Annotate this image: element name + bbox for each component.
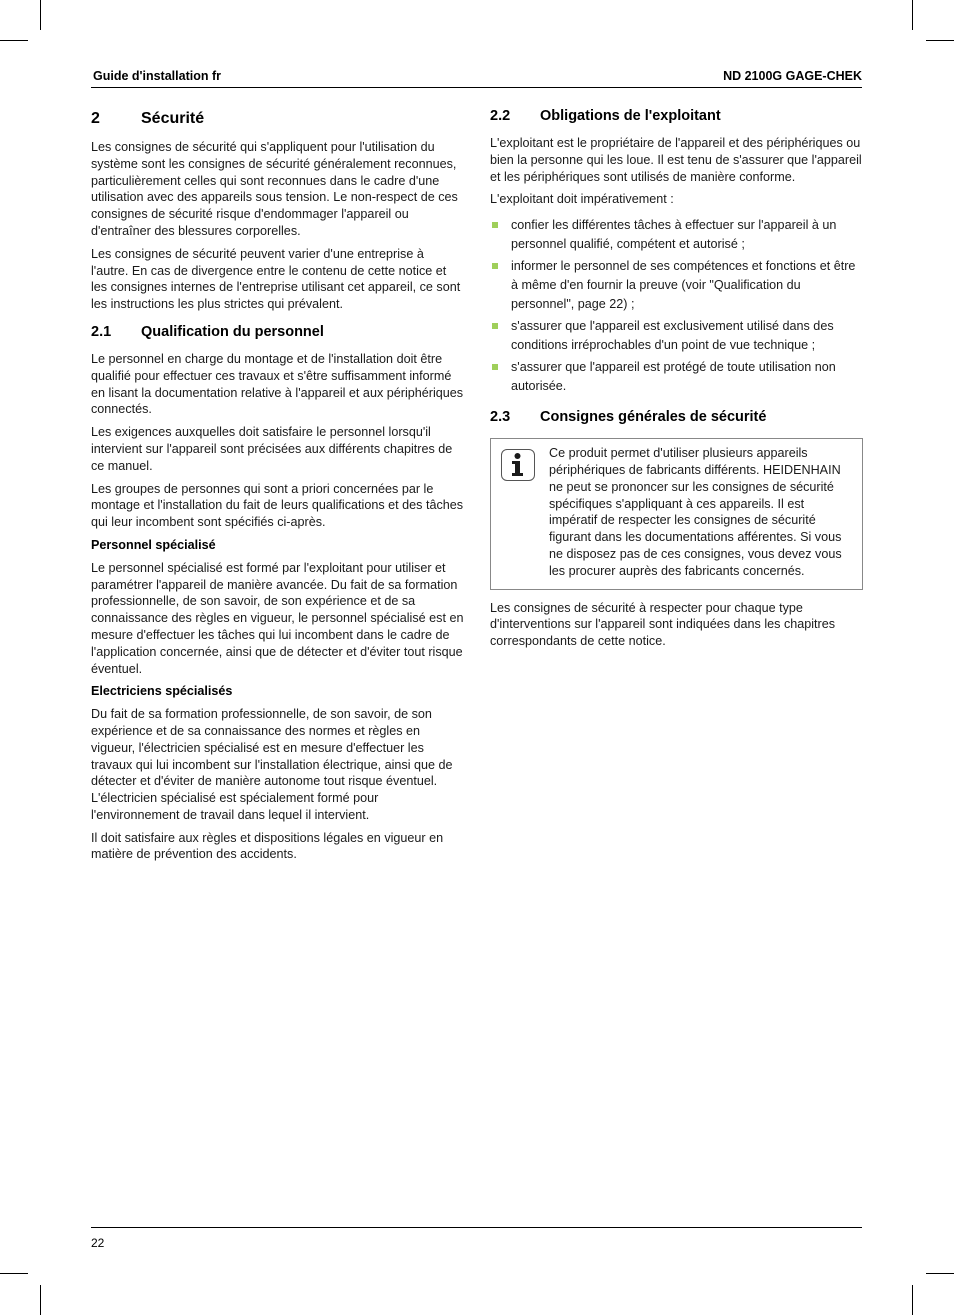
crop-mark bbox=[40, 0, 41, 30]
subsection-title: Consignes générales de sécurité bbox=[540, 409, 767, 426]
body-paragraph: Les consignes de sécurité à respecter pour chaque type d'interventions sur l'appareil sont indiquées dans les chapitres correspondants de cette notice. bbox=[490, 600, 836, 649]
page-header bbox=[91, 69, 862, 88]
body-paragraph: L'exploitant est le propriétaire de l'appareil et des périphériques ou bien la personne qui les loue. Il est tenu de s'assurer que l'appareil et les périphériques sont utilisés de manière conforme. bbox=[490, 136, 862, 184]
bullet-square-icon bbox=[492, 323, 498, 329]
subheading-electriciens: Electriciens spécialisés bbox=[91, 684, 233, 699]
note-text: Ce produit permet d'utiliser plusieurs appareils périphériques de fabricants différents. HEIDENHAIN ne peut se prononcer sur les consignes de sécurité spécifiques s'appliquant à ces appareils. Il est impératif de respecter les consignes de sécurité figurant dans les documentations afférentes. Si vous ne disposez pas de ces consignes, vous devez vous les procurer auprès des fabricants concernés. bbox=[549, 446, 842, 578]
subsection-number: 2.2 bbox=[490, 108, 511, 124]
body-paragraph: L'exploitant doit impérativement : bbox=[490, 192, 674, 207]
subsection-title: Qualification du personnel bbox=[141, 323, 324, 340]
bullet-square-icon bbox=[492, 222, 498, 228]
info-icon bbox=[501, 449, 535, 481]
right-column bbox=[490, 105, 863, 656]
subsection-title: Obligations de l'exploitant bbox=[540, 108, 721, 124]
footer-rule bbox=[91, 1227, 862, 1228]
subsection-number: 2.3 bbox=[490, 409, 511, 426]
crop-mark bbox=[40, 1285, 41, 1315]
subsection-number: 2.1 bbox=[91, 323, 112, 340]
crop-mark bbox=[0, 1273, 28, 1274]
info-note-box bbox=[490, 438, 863, 589]
body-paragraph: Les groupes de personnes qui sont a priori concernées par le montage et l'installation du fait de leurs qualifications et des tâches qui leur incombent sont spécifiés ci-après. bbox=[91, 481, 464, 530]
section-heading bbox=[91, 109, 464, 129]
body-paragraph: Le personnel en charge du montage et de l'installation doit être qualifié pour effectuer ces travaux et s'être suffisamment informé en lisant la documentation relative à l'appareil et aux périphériques connectés. bbox=[91, 351, 464, 417]
body-paragraph: Les exigences auxquelles doit satisfaire le personnel lorsqu'il intervient sur l'appareil sont précisées aux différents chapitres de ce manuel. bbox=[91, 425, 453, 473]
list-item: informer le personnel de ses compétences et fonctions et être à même d'en fournir la preuve (voir "Qualification du personnel", page 22) ; bbox=[490, 257, 863, 314]
bullet-square-icon bbox=[492, 263, 498, 269]
body-paragraph: Du fait de sa formation professionnelle, de son savoir, de son expérience et de sa connaissance des normes et règles en vigueur, l'électricien spécialisé est en mesure d'effectuer les travaux qui lui incombent sur l'installation électrique, ainsi que de détecter et d'éviter de manière autonome tout risque éventuel. L'électricien spécialisé est spécialement formé pour l'environnement de travail dans lequel il intervient. bbox=[91, 707, 453, 822]
crop-mark bbox=[912, 1285, 913, 1315]
subsection-heading-2-2 bbox=[490, 107, 863, 125]
list-item: s'assurer que l'appareil est exclusivement utilisé dans des conditions irréprochables d'un point de vue technique ; bbox=[490, 317, 863, 355]
body-paragraph: Il doit satisfaire aux règles et dispositions légales en vigueur en matière de prévention des accidents. bbox=[91, 830, 444, 862]
crop-mark bbox=[926, 40, 954, 41]
header-product-name: ND 2100G GAGE-CHEK bbox=[723, 69, 862, 83]
subheading-personnel: Personnel spécialisé bbox=[91, 537, 216, 552]
section-number: 2 bbox=[91, 110, 100, 127]
intro-paragraph: Les consignes de sécurité qui s'appliquent pour l'utilisation du système sont les consignes de sécurité généralement reconnues, particulièrement celles qui sont reconnues dans le cadre d'une utilisation avec des appareils sous tension. Le non-respect de ces consignes de sécurité risque d'endommager l'appareil ou d'entraîner des blessures corporelles. bbox=[91, 140, 458, 238]
list-item: confier les différentes tâches à effectuer sur l'appareil à un personnel qualifié, compétent et autorisé ; bbox=[490, 216, 863, 254]
left-column bbox=[91, 105, 464, 869]
intro-paragraph: Les consignes de sécurité peuvent varier d'une entreprise à l'autre. En cas de divergence entre le contenu de cette notice et les consignes internes de l'entreprise utilisant cet appareil, ce sont les instructions les plus strictes qui prévalent. bbox=[91, 246, 461, 312]
subsection-heading-2-1 bbox=[91, 323, 464, 341]
subsection-heading-2-3 bbox=[490, 408, 863, 426]
obligations-list bbox=[490, 216, 863, 396]
list-item: s'assurer que l'appareil est protégé de toute utilisation non autorisée. bbox=[490, 358, 863, 396]
page-number: 22 bbox=[91, 1236, 105, 1250]
crop-mark bbox=[926, 1273, 954, 1274]
crop-mark bbox=[912, 0, 913, 30]
header-guide-title: Guide d'installation fr bbox=[93, 69, 221, 83]
body-paragraph: Le personnel spécialisé est formé par l'exploitant pour utiliser et paramétrer l'appareil de manière avancée. Du fait de sa formation professionnelle, de son savoir, de son expérience et de sa connaissance des règles en vigueur, le personnel spécialisé est en mesure d'effectuer les tâches qui lui incombent dans le cadre de l'application concernée, ainsi que de détecter et d'éviter tout risque éventuel. bbox=[91, 560, 464, 676]
crop-mark bbox=[0, 40, 28, 41]
bullet-square-icon bbox=[492, 364, 498, 370]
section-title: Sécurité bbox=[141, 110, 205, 127]
